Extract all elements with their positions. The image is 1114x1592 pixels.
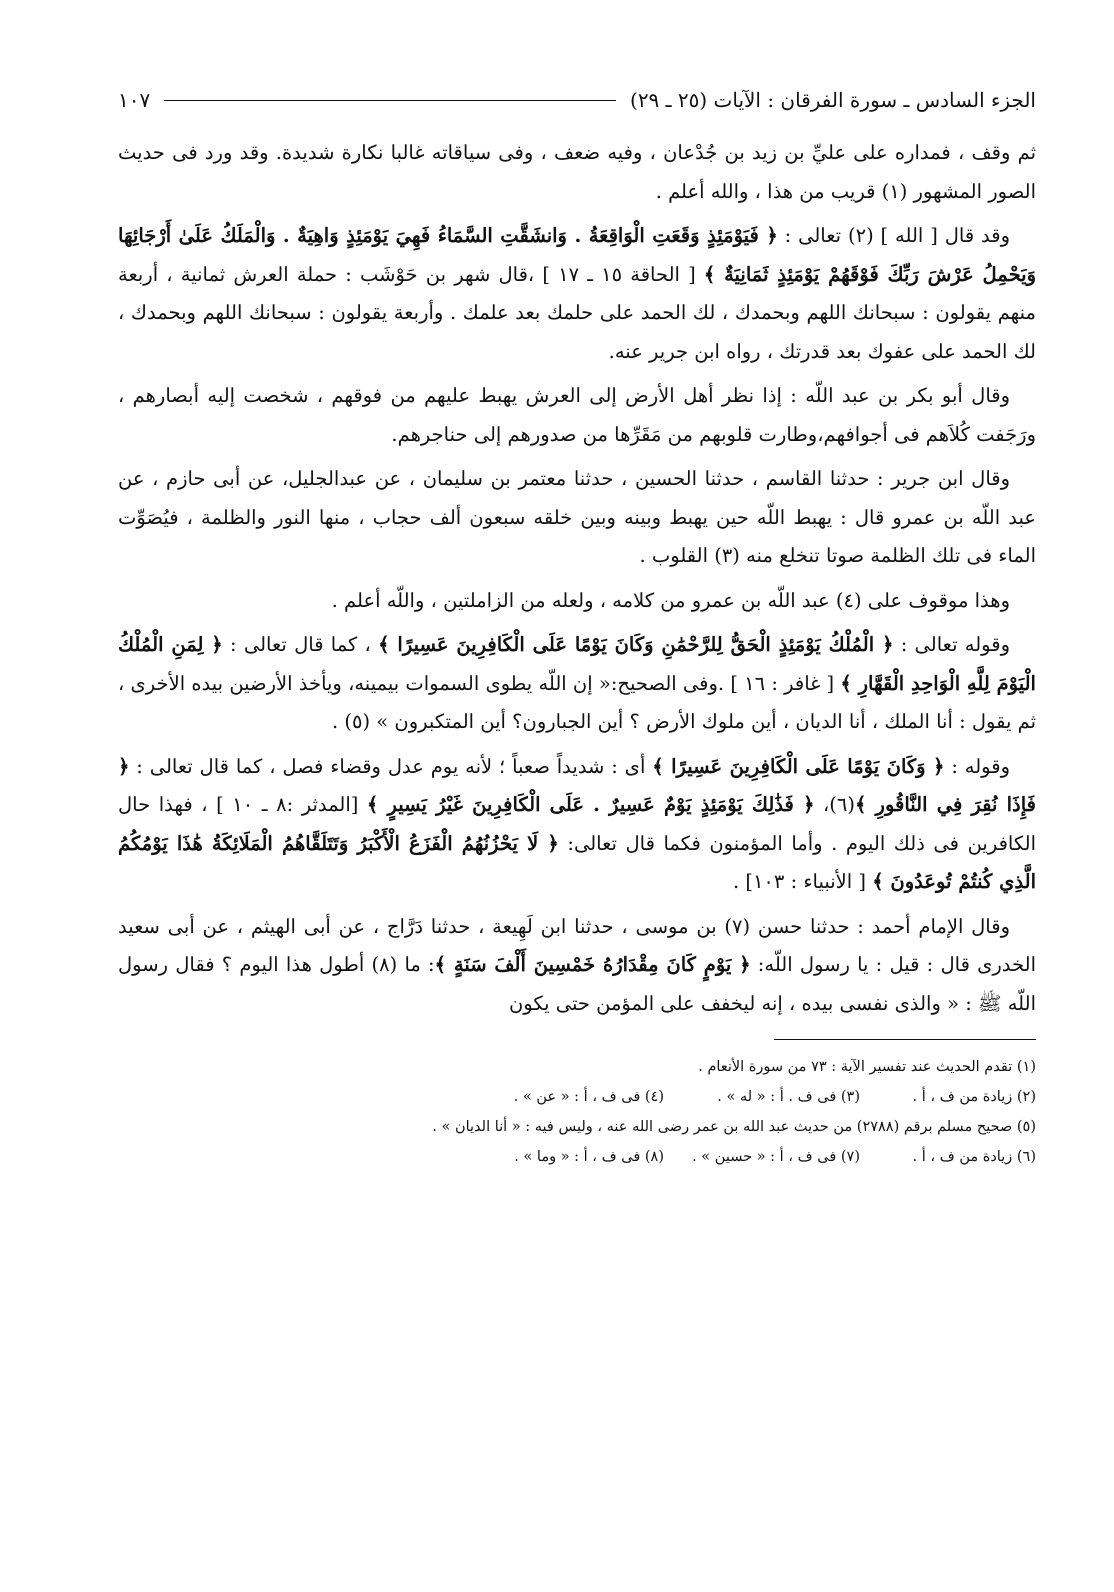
text-run: أى : شديداً صعباً ؛ لأنه يوم عدل وقضاء فصل ، كما قال تعالى :	[129, 754, 653, 778]
footnote: (٦) زيادة من ف ، أ .	[912, 1149, 1036, 1165]
text-run: وقال الإمام أحمد : حدثنا حسن (٧) بن موسى ، حدثنا ابن لَهِيعة ، حدثنا دَرَّاج ، عن أبى الهيثم ، عن أبى سعيد الخدرى قال : قيل : يا رسول اللّه:	[118, 914, 1036, 976]
text-run: : ما (٨) أطول هذا اليوم ؟ فقال رسول اللّه ﷺ : « والذى نفسى بيده ، إنه ليخفف على المؤمن حتى يكون	[118, 953, 1036, 1015]
footnote: (٣) فى ف . أ : « له » .	[717, 1089, 860, 1105]
text-run: ثم وقف ، فمداره على عليِّ بن زيد بن جُدْعان ، وفيه ضعف ، وفى سياقاته غالبا نكارة شديدة. وقد ورد فى حديث الصور المشهور (١) قريب من هذا ، والله أعلم .	[118, 141, 1036, 203]
paragraph	[118, 134, 1036, 211]
footnote-line	[118, 1082, 1036, 1112]
paragraph	[118, 460, 1036, 576]
paragraph	[118, 217, 1036, 371]
quran-verse: ﴿ فَيَوْمَئِذٍ وَقَعَتِ الْوَاقِعَةُ . وَانشَقَّتِ السَّمَاءُ فَهِيَ يَوْمَئِذٍ وَاهِيَةٌ . وَالْمَلَكُ عَلَىٰ أَرْجَائِهَا وَيَحْمِلُ عَرْشَ رَبِّكَ فَوْقَهُمْ يَوْمَئِذٍ ثَمَانِيَةٌ ﴾	[118, 224, 1037, 286]
text-run: وقوله :	[944, 754, 1010, 778]
text-run: وقال أبو بكر بن عبد اللّه : إذا نظر أهل الأرض إلى العرش يهبط عليهم من فوقهم ، شخصت إليه أبصارهم ، ورَجَفت كُلاَهم فى أجوافهم،وطارت قلوبهم من مَقَرِّها من صدورهم إلى حناجرهم.	[118, 384, 1036, 446]
header-rule	[164, 100, 616, 101]
text-run: [ الأنبياء : ١٠٣] .	[732, 870, 873, 893]
quran-verse: ﴿ وَكَانَ يَوْمًا عَلَى الْكَافِرِينَ عَسِيرًا ﴾	[652, 754, 945, 778]
page-number: ١٠٧	[118, 88, 151, 112]
paragraph	[118, 582, 1036, 621]
text-run: وقد قال [ الله ] (٢) تعالى :	[777, 224, 1010, 247]
text-run: [المدثر :٨ ـ ١٠ ] ، فهذا حال الكافرين فى ذلك اليوم . وأما المؤمنون فكما قال تعالى:	[118, 793, 1036, 855]
footnote: (٨) فى ف ، أ : « وما » .	[514, 1149, 664, 1165]
text-run: (٦)،	[814, 793, 855, 816]
footnotes	[118, 1052, 1036, 1172]
quran-verse: ﴿ يَوْمٍ كَانَ مِقْدَارُهُ خَمْسِينَ أَلْفَ سَنَةٍ ﴾	[434, 953, 751, 976]
quran-verse: ﴿ فَذَٰلِكَ يَوْمَئِذٍ يَوْمٌ عَسِيرٌ . عَلَى الْكَافِرِينَ غَيْرُ يَسِيرٍ ﴾	[366, 793, 815, 816]
quran-verse: ﴿ لِمَنِ الْمُلْكُ الْيَوْمَ لِلَّهِ الْوَاحِدِ الْقَهَّارِ ﴾	[118, 633, 1036, 695]
footnote: (١) تقدم الحديث عند تفسير الآية : ٧٣ من سورة الأنعام .	[698, 1059, 1036, 1075]
paragraph	[118, 748, 1036, 902]
paragraph	[118, 377, 1036, 454]
paragraph	[118, 626, 1036, 742]
text-run: [ غافر : ١٦ ] .وفى الصحيح:« إن اللّه يطوى السموات بيمينه، ويأخذ الأرضين بيده الأخرى ، ثم يقول : أنا الملك ، أنا الديان ، أين ملوك الأرض ؟ أين الجبارون؟ أين المتكبرون » (٥) .	[118, 671, 1036, 733]
footnote: (٢) زيادة من ف ، أ .	[912, 1089, 1036, 1105]
text-run: وهذا موقوف على (٤) عبد اللّه بن عمرو من كلامه ، ولعله من الزاملتين ، واللّه أعلم .	[331, 588, 1010, 612]
footnote: (٥) صحيح مسلم برقم (٢٧٨٨) من حديث عبد الله بن عمر رضى الله عنه ، وليس فيه : « أنا الديان » .	[432, 1119, 1036, 1135]
book-page	[118, 78, 1036, 1558]
footnote: (٧) فى ف ، أ : « حسين » .	[692, 1149, 860, 1165]
footnote-line	[118, 1142, 1036, 1172]
footnote-line	[118, 1052, 1036, 1082]
quran-verse: ﴿ الْمُلْكُ يَوْمَئِذٍ الْحَقُّ لِلرَّحْمَٰنِ وَكَانَ يَوْمًا عَلَى الْكَافِرِينَ عَسِيرًا ﴾	[378, 633, 894, 656]
text-run: [ الحاقة ١٥ ـ ١٧ ] ،قال شهر بن حَوْشَب : حملة العرش ثمانية ، أربعة منهم يقولون : سبحانك اللهم وبحمدك ، لك الحمد على حلمك بعد علمك . وأربعة يقولون : سبحانك اللهم وبحمدك ، لك الحمد على عفوك بعد قدرتك ، رواه ابن جرير عنه.	[118, 262, 1036, 363]
quran-verse: ﴿ فَإِذَا نُقِرَ فِي النَّاقُورِ ﴾	[118, 754, 1036, 816]
footnote-separator	[774, 1039, 1036, 1040]
running-header	[118, 78, 1036, 122]
text-run: وقال ابن جرير : حدثنا القاسم ، حدثنا الحسين ، حدثنا معتمر بن سليمان ، عن عبدالجليل، عن أبى حازم ، عن عبد اللّه بن عمرو قال : يهبط اللّه حين يهبط وبينه وبين خلقه سبعون ألف حجاب ، منها النور والظلمة ، فيُصَوِّت الماء فى تلك الظلمة صوتا تنخلع منه (٣) القلوب .	[118, 467, 1036, 567]
header-title: الجزء السادس ـ سورة الفرقان : الآيات (٢٥ ـ ٢٩)	[630, 88, 1036, 112]
text-run: ، كما قال تعالى :	[222, 633, 379, 656]
text-run: وقوله تعالى :	[893, 633, 1010, 656]
body-text	[118, 134, 1036, 1023]
footnote: (٤) فى ف ، أ : « عن » .	[513, 1089, 664, 1105]
quran-verse: ﴿ لَا يَحْزُنُهُمُ الْفَزَعُ الْأَكْبَرُ وَتَتَلَقَّاهُمُ الْمَلَائِكَةُ هَٰذَا يَوْمُكُمُ الَّذِي كُنتُمْ تُوعَدُونَ ﴾	[118, 831, 1036, 893]
footnote-line	[118, 1112, 1036, 1142]
paragraph	[118, 908, 1036, 1024]
